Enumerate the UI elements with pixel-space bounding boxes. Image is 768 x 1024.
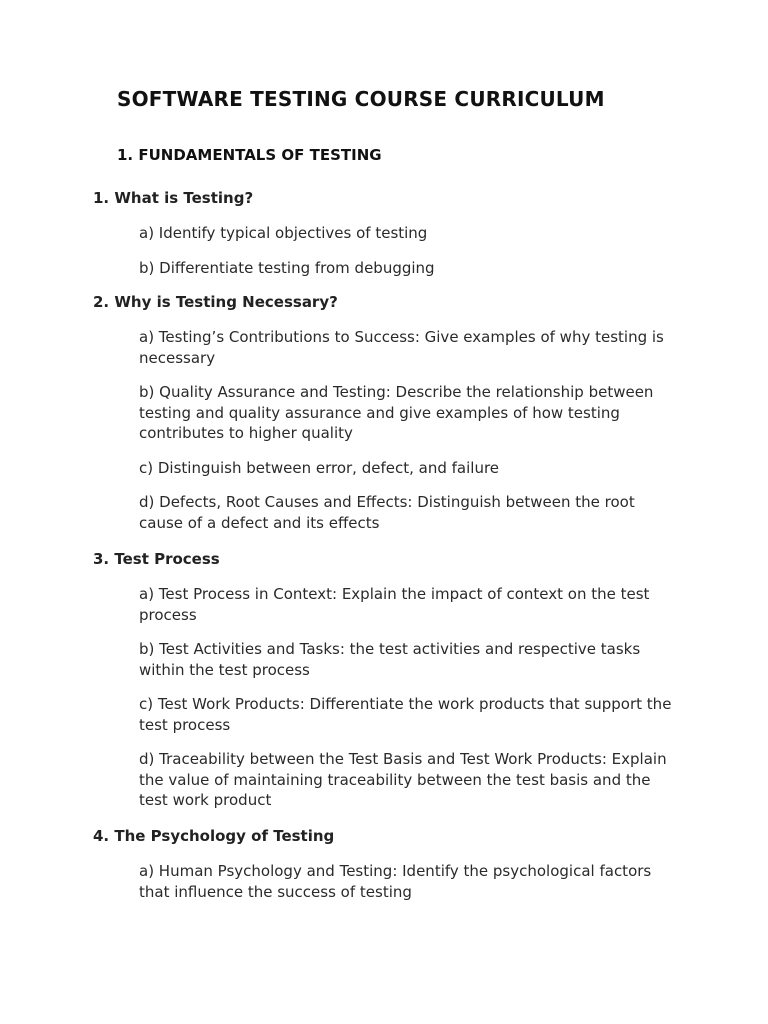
section-what-is-testing xyxy=(93,188,693,278)
section-heading: 4. The Psychology of Testing xyxy=(93,827,335,845)
section-psychology-of-testing xyxy=(93,826,693,902)
list-item: d) Defects, Root Causes and Effects: Distinguish between the root cause of a defect and its effects xyxy=(139,493,635,532)
list-item: a) Identify typical objectives of testing xyxy=(139,224,428,242)
list-item: b) Test Activities and Tasks: the test activities and respective tasks within the test process xyxy=(139,640,641,679)
list-item: a) Test Process in Context: Explain the impact of context on the test process xyxy=(139,585,650,624)
list-item: c) Distinguish between error, defect, and failure xyxy=(139,458,500,477)
section-heading: 2. Why is Testing Necessary? xyxy=(93,293,338,311)
section-why-testing-necessary xyxy=(93,292,693,533)
list-item: c) Test Work Products: Differentiate the work products that support the test process xyxy=(139,695,672,734)
section-heading: 1. What is Testing? xyxy=(93,189,254,207)
list-item: a) Human Psychology and Testing: Identify the psychological factors that influence the success of testing xyxy=(139,862,652,901)
list-item: a) Testing’s Contributions to Success: Give examples of why testing is necessary xyxy=(139,328,664,367)
document-title: SOFTWARE TESTING COURSE CURRICULUM xyxy=(117,87,605,111)
section-test-process xyxy=(93,549,693,811)
chapter-title: 1. FUNDAMENTALS OF TESTING xyxy=(117,146,382,164)
list-item: b) Differentiate testing from debugging xyxy=(139,258,435,277)
list-item: b) Quality Assurance and Testing: Describe the relationship between testing and quality assurance and give examples of how testing contributes to higher quality xyxy=(139,383,654,442)
section-heading: 3. Test Process xyxy=(93,550,220,568)
list-item: d) Traceability between the Test Basis and Test Work Products: Explain the value of maintaining traceability between the test basis and the test work product xyxy=(139,750,667,809)
